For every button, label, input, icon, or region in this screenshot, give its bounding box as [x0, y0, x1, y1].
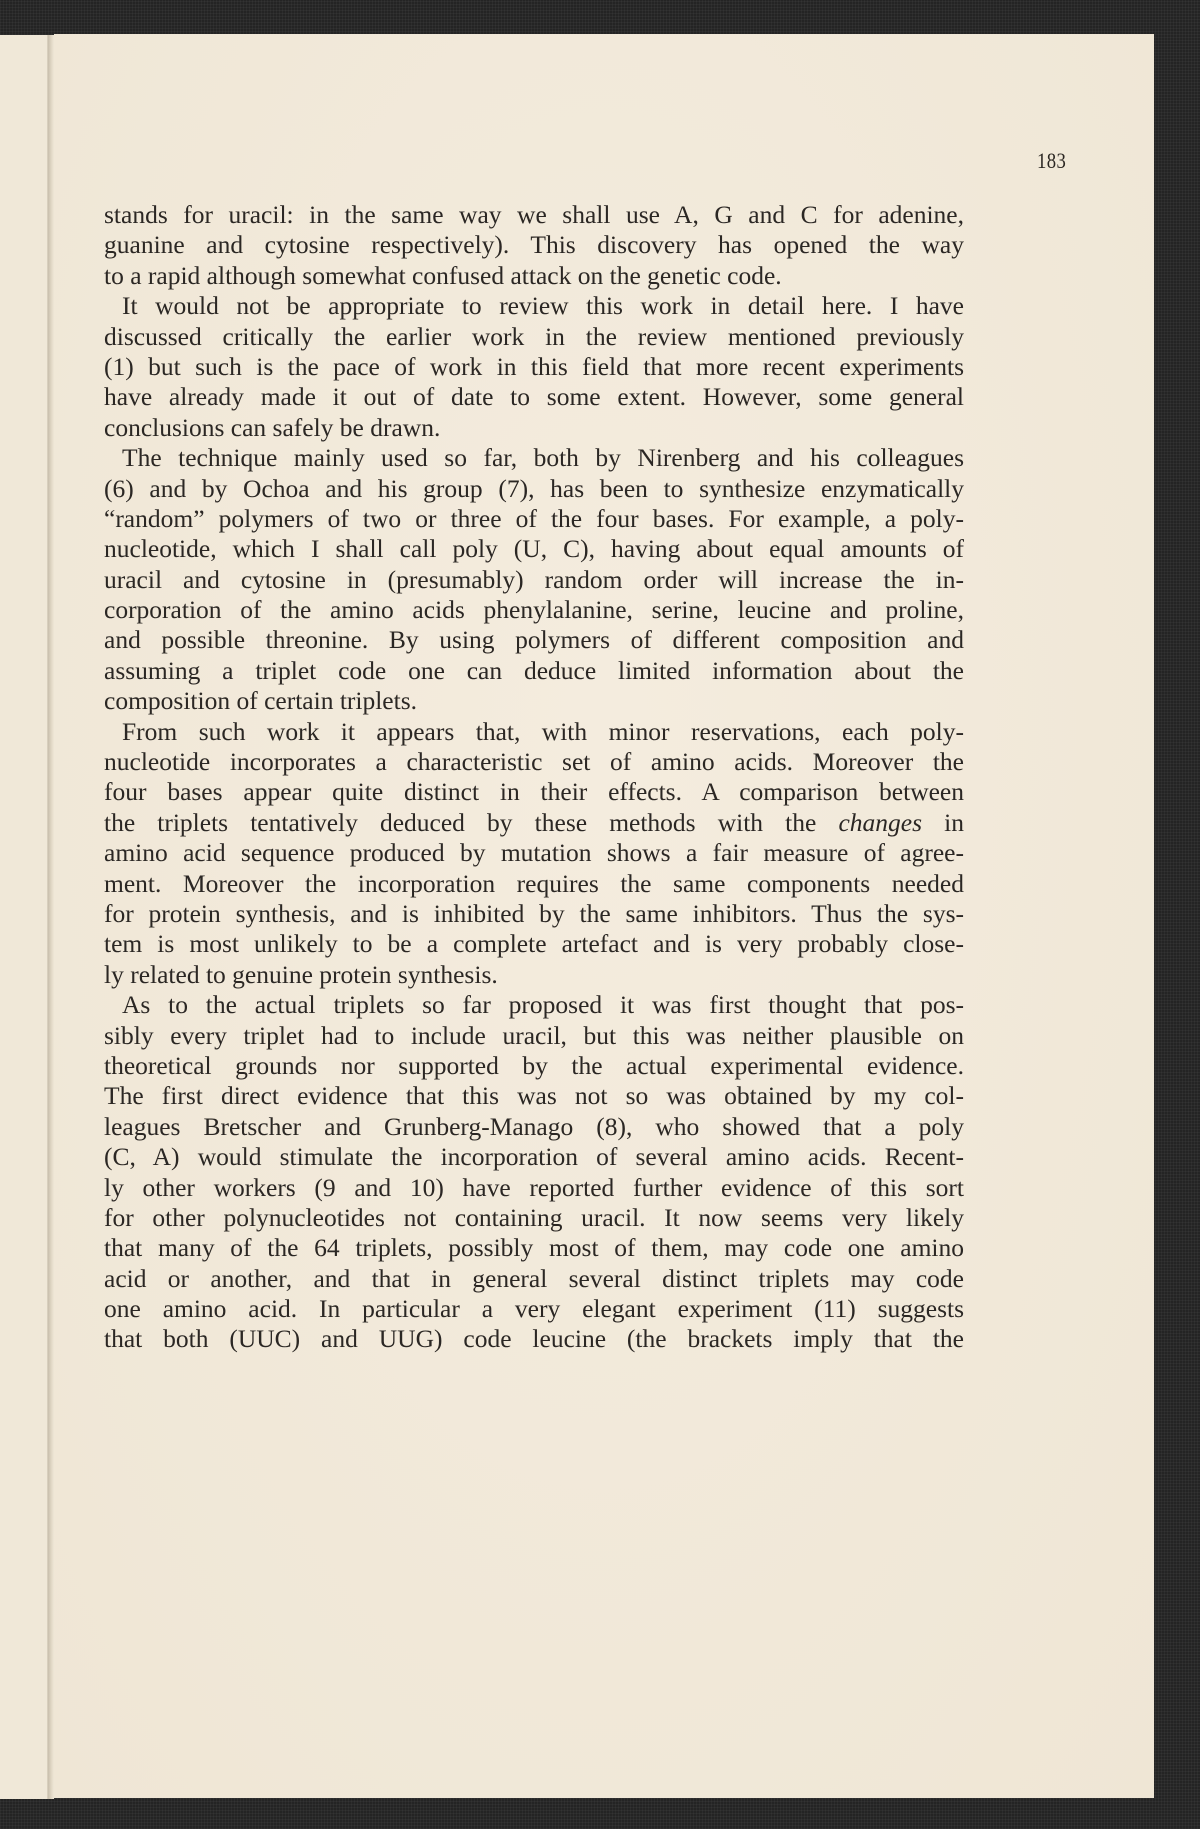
text-line: The first direct evidence that this was not so was obtained by my col-: [104, 1081, 964, 1111]
text-line: (6) and by Ochoa and his group (7), has been to synthesize enzymatically: [104, 473, 964, 503]
text-line: It would not be appropriate to review this work in detail here. I have: [122, 291, 964, 321]
text-line: nucleotide, which I shall call poly (U, C), having about equal amounts of: [104, 534, 964, 564]
paragraph: [104, 990, 964, 1355]
text-line: that both (UUC) and UUG) code leucine (the brackets imply that the: [104, 1324, 964, 1354]
text-line: conclusions can safely be drawn.: [104, 412, 441, 442]
text-line: have already made it out of date to some extent. However, some general: [104, 382, 964, 412]
page-number: 183: [1037, 148, 1067, 173]
text-line: one amino acid. In particular a very elegant experiment (11) suggests: [104, 1294, 964, 1324]
text-line: leagues Bretscher and Grunberg-Manago (8), who showed that a poly: [104, 1111, 964, 1141]
paragraph: [104, 717, 964, 991]
text-line: stands for uracil: in the same way we shall use A, G and C for adenine,: [104, 200, 964, 229]
text-line: (C, A) would stimulate the incorporation of several amino acids. Recent-: [104, 1142, 964, 1172]
body-text: [104, 200, 964, 1355]
text-line: four bases appear quite distinct in their effects. A comparison between: [104, 777, 964, 807]
text-line: and possible threonine. By using polymers of different composition and: [104, 625, 964, 655]
paragraph: [104, 291, 964, 443]
text-line: assuming a triplet code one can deduce limited information about the: [104, 655, 964, 685]
text-line: sibly every triplet had to include uracil, but this was neither plausible on: [104, 1020, 964, 1050]
paragraph: [104, 443, 964, 717]
text-line: nucleotide incorporates a characteristic set of amino acids. Moreover the: [104, 747, 964, 777]
text-line: acid or another, and that in general several distinct triplets may code: [104, 1263, 964, 1293]
text-line: ly other workers (9 and 10) have reported further evidence of this sort: [104, 1172, 964, 1202]
text-line: As to the actual triplets so far proposed it was first thought that pos-: [122, 990, 964, 1020]
text-line: corporation of the amino acids phenylalanine, serine, leucine and proline,: [104, 595, 964, 625]
paragraph: [104, 200, 964, 291]
emphasis: changes: [838, 807, 923, 837]
text-line: From such work it appears that, with minor reservations, each poly-: [122, 716, 964, 746]
text-line: that many of the 64 triplets, possibly most of them, may code one amino: [104, 1233, 964, 1263]
text-line: to a rapid although somewhat confused attack on the genetic code.: [104, 260, 782, 290]
text-line: ly related to genuine protein synthesis.: [104, 959, 498, 989]
text-line: tem is most unlikely to be a complete artefact and is very probably close-: [104, 929, 964, 959]
text-line: ment. Moreover the incorporation requires the same components needed: [104, 868, 964, 898]
text-line: for protein synthesis, and is inhibited by the same inhibitors. Thus the sys-: [104, 898, 964, 928]
text-line: The technique mainly used so far, both by Nirenberg and his colleagues: [122, 443, 964, 473]
text-line: the triplets tentatively deduced by these methods with the changes in: [104, 807, 964, 837]
text-line: guanine and cytosine respectively). This discovery has opened the way: [104, 230, 964, 260]
text-line: discussed critically the earlier work in the review mentioned previously: [104, 321, 964, 351]
text-line: “random” polymers of two or three of the four bases. For example, a poly-: [104, 503, 964, 533]
text-line: (1) but such is the pace of work in this field that more recent experiments: [104, 351, 964, 381]
text-line: theoretical grounds nor supported by the actual experimental evidence.: [104, 1050, 964, 1080]
text-line: amino acid sequence produced by mutation shows a fair measure of agree-: [104, 838, 964, 868]
text-line: uracil and cytosine in (presumably) random order will increase the in-: [104, 564, 964, 594]
text-line: for other polynucleotides not containing uracil. It now seems very likely: [104, 1202, 964, 1232]
previous-page-edge: [0, 35, 48, 1799]
text-line: composition of certain triplets.: [104, 686, 418, 716]
